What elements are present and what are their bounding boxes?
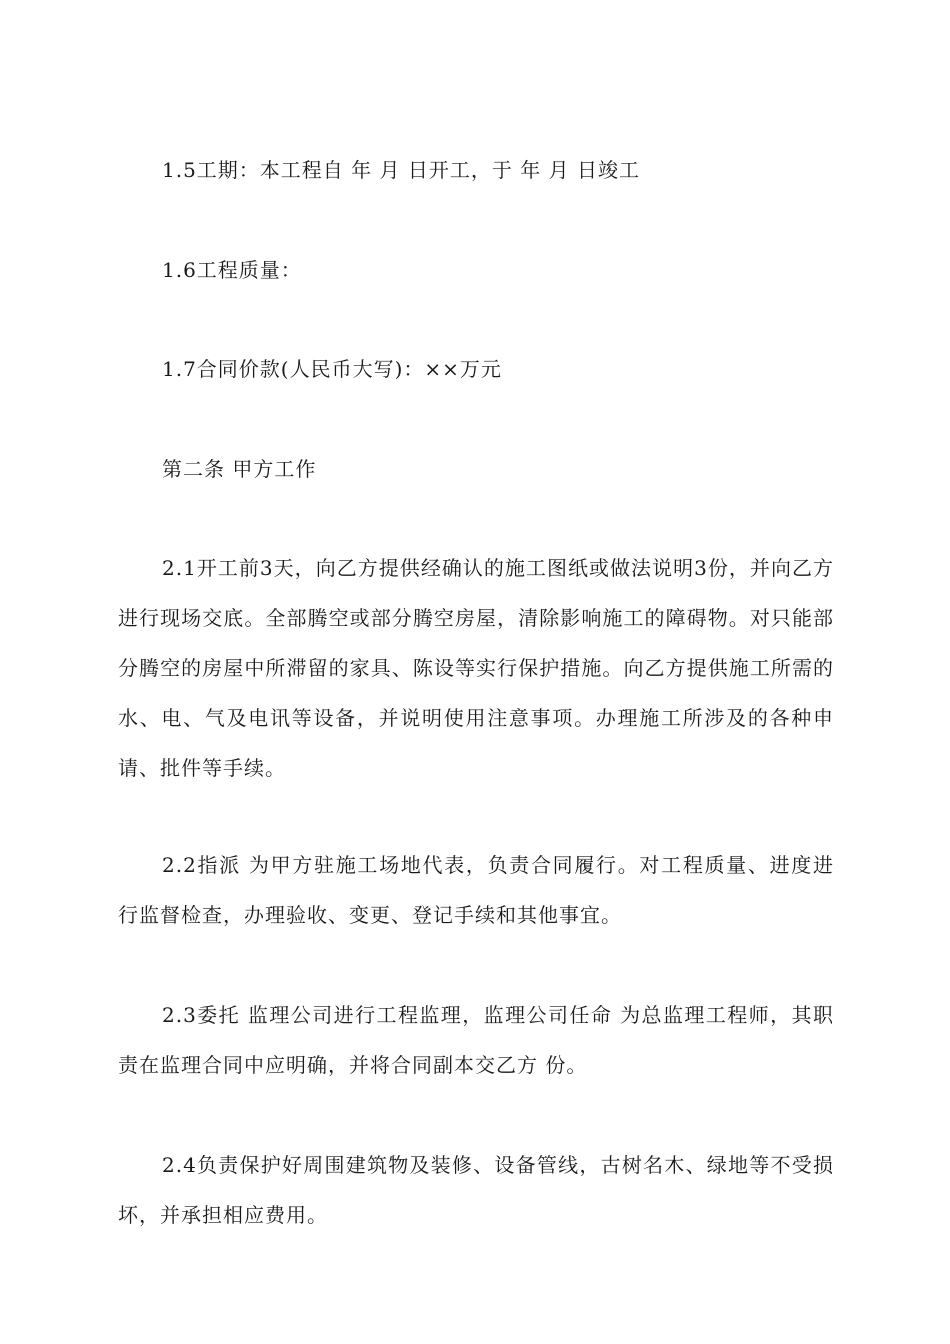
clause-1-6-quality: 1.6工程质量： — [162, 258, 302, 282]
clause-2-2: 2.2指派 为甲方驻施工场地代表，负责合同履行。对工程质量、进度进行监督检查，办理验收、变更、登记手续和其他事宜。 — [118, 853, 834, 927]
clause-1-7-contract-price: 1.7合同价款(人民币大写)：××万元 — [162, 357, 502, 381]
clause-2-3: 2.3委托 监理公司进行工程监理，监理公司任命 为总监理工程师，其职责在监理合同中应明确，并将合同副本交乙方 份。 — [118, 1003, 834, 1077]
article-2-heading: 第二条 甲方工作 — [162, 457, 317, 481]
clause-2-1: 2.1开工前3天，向乙方提供经确认的施工图纸或做法说明3份，并向乙方进行现场交底。全部腾空或部分腾空房屋，清除影响施工的障碍物。对只能部分腾空的房屋中所滞留的家具、陈设等实行保护措施。向乙方提供施工所需的水、电、气及电讯等设备，并说明使用注意事项。办理施工所涉及的各种申请、批件等手续。 — [118, 556, 834, 780]
clause-2-4: 2.4负责保护好周围建筑物及装修、设备管线，古树名木、绿地等不受损坏，并承担相应费用。 — [118, 1153, 834, 1227]
clause-1-5-construction-period: 1.5工期：本工程自 年 月 日开工，于 年 月 日竣工 — [162, 158, 640, 182]
